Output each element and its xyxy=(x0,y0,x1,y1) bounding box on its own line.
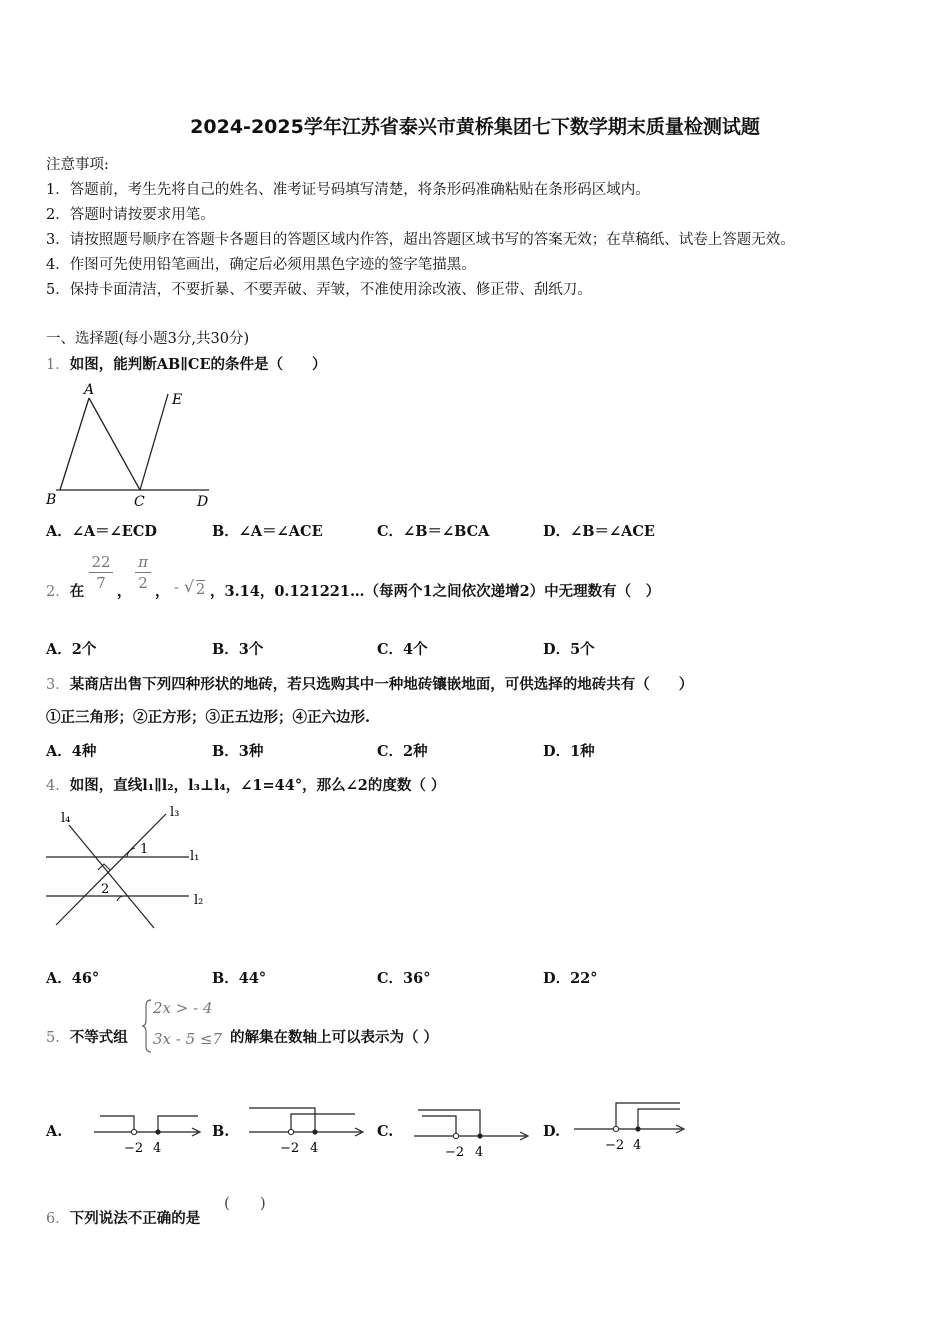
option: A．2个 xyxy=(46,641,97,658)
number-line-b xyxy=(245,1100,370,1155)
number-line-c xyxy=(410,1104,535,1159)
tick-label: −2 xyxy=(445,1145,465,1159)
option: C．2种 xyxy=(377,743,428,760)
option: A. xyxy=(46,1123,63,1140)
radicand: 2 xyxy=(196,582,206,598)
number-line-a xyxy=(90,1106,205,1156)
question-number: 3． xyxy=(46,677,70,693)
line-label: l₄ xyxy=(61,811,71,826)
notice-item: 1．答题前，考生先将自己的姓名、准考证号码填写清楚，将条形码准确粘贴在条形码区域内。 xyxy=(46,182,650,198)
option: B．44° xyxy=(212,970,267,987)
tick-label: −2 xyxy=(280,1141,300,1155)
question-stem: 某商店出售下列四种形状的地砖，若只选购其中一种地砖镶嵌地面，可供选择的地砖共有（ ） xyxy=(69,676,694,693)
notice-heading: 注意事项: xyxy=(46,157,109,173)
system-brace xyxy=(141,998,153,1054)
question-6 xyxy=(46,1207,200,1228)
option: B．∠A＝∠ACE xyxy=(212,523,323,540)
angle-label: 2 xyxy=(101,882,110,897)
tick-label: −2 xyxy=(605,1138,625,1152)
notice-item: 2．答题时请按要求用笔。 xyxy=(46,207,215,223)
option: D．1种 xyxy=(543,743,595,760)
line-label: l₂ xyxy=(194,893,204,908)
radical-sign: √ xyxy=(184,577,195,596)
question-2-pre xyxy=(46,580,84,601)
numerator: 22 xyxy=(91,553,111,571)
option: D．∠B＝∠ACE xyxy=(543,523,655,540)
tick-label: 4 xyxy=(633,1138,642,1152)
question-stem: 不等式组 xyxy=(69,1029,128,1046)
option: D. xyxy=(543,1123,561,1140)
tick-label: 4 xyxy=(475,1145,484,1159)
option: D．22° xyxy=(543,970,598,987)
notice-item: 4．作图可先使用铅笔画出，确定后必须用黑色字迹的签字笔描黑。 xyxy=(46,257,476,273)
negative-sign: - xyxy=(174,580,179,596)
question-stem: 下列说法不正确的是 xyxy=(69,1210,201,1227)
question-4 xyxy=(46,774,445,795)
question-1 xyxy=(46,353,327,374)
fraction xyxy=(135,553,151,592)
page-title: 2024-2025学年江苏省泰兴市黄桥集团七下数学期末质量检测试题 xyxy=(190,116,760,138)
point-label: A xyxy=(84,382,95,398)
answer-paren: ( ) xyxy=(224,1194,266,1212)
question-number: 5． xyxy=(46,1030,70,1046)
separator: ， xyxy=(117,583,132,600)
question-3 xyxy=(46,673,693,694)
question-stem: 如图，直线l₁∥l₂，l₃⊥l₄，∠1=44°，那么∠2的度数（ ） xyxy=(69,777,446,794)
question-stem: 的解集在数轴上可以表示为（ ） xyxy=(230,1029,439,1046)
option: D．5个 xyxy=(543,641,595,658)
point-label: D xyxy=(197,494,209,510)
denominator: 2 xyxy=(138,574,148,592)
tick-label: 4 xyxy=(153,1141,162,1156)
notice-item: 5．保持卡面清洁，不要折暴、不要弄破、弄皱，不准使用涂改液、修正带、刮纸刀。 xyxy=(46,282,592,298)
option: B．3个 xyxy=(212,641,264,658)
fraction xyxy=(89,553,113,592)
question-stem: ，3.14，0.121221…（每两个1之间依次递增2）中无理数有（ ） xyxy=(210,583,661,600)
question-number: 2． xyxy=(46,584,70,600)
section-heading: 一、选择题(每小题3分,共30分) xyxy=(46,331,250,347)
tick-label: 4 xyxy=(310,1141,319,1155)
inequality: 2x > - 4 xyxy=(153,999,213,1017)
separator: ， xyxy=(155,583,170,600)
point-label: B xyxy=(46,492,57,508)
notice-item: 3．请按照题号顺序在答题卡各题目的答题区域内作答，超出答题区域书写的答案无效；在草稿纸、试卷上答题无效。 xyxy=(46,232,795,248)
option: C．4个 xyxy=(377,641,428,658)
inequality: 3x - 5 ≤7 xyxy=(153,1030,223,1048)
question-number: 1． xyxy=(46,357,70,373)
numerator: π xyxy=(138,553,148,571)
figure-q4 xyxy=(44,800,214,935)
option: A．∠A＝∠ECD xyxy=(46,523,157,540)
number-line-d xyxy=(570,1097,695,1152)
tick-label: −2 xyxy=(124,1141,144,1156)
option: A．46° xyxy=(46,970,100,987)
denominator: 7 xyxy=(96,574,106,592)
question-stem: 如图，能判断AB∥CE的条件是（ ） xyxy=(69,356,327,373)
line-label: l₃ xyxy=(170,805,180,820)
question-sub: ①正三角形；②正方形；③正五边形；④正六边形. xyxy=(46,709,371,726)
question-number: 6． xyxy=(46,1211,70,1227)
question-stem: 在 xyxy=(69,583,85,600)
question-5-pre xyxy=(46,1026,128,1047)
angle-label: 1 xyxy=(140,842,149,857)
question-number: 4． xyxy=(46,778,70,794)
option: C．36° xyxy=(377,970,431,987)
point-label: C xyxy=(134,494,145,510)
option: C．∠B＝∠BCA xyxy=(377,523,490,540)
line-label: l₁ xyxy=(190,849,200,864)
option: A．4种 xyxy=(46,743,97,760)
option: B．3种 xyxy=(212,743,264,760)
option: C. xyxy=(377,1123,394,1140)
point-label: E xyxy=(172,392,183,408)
option: B. xyxy=(212,1123,230,1140)
figure-q1 xyxy=(44,380,219,510)
